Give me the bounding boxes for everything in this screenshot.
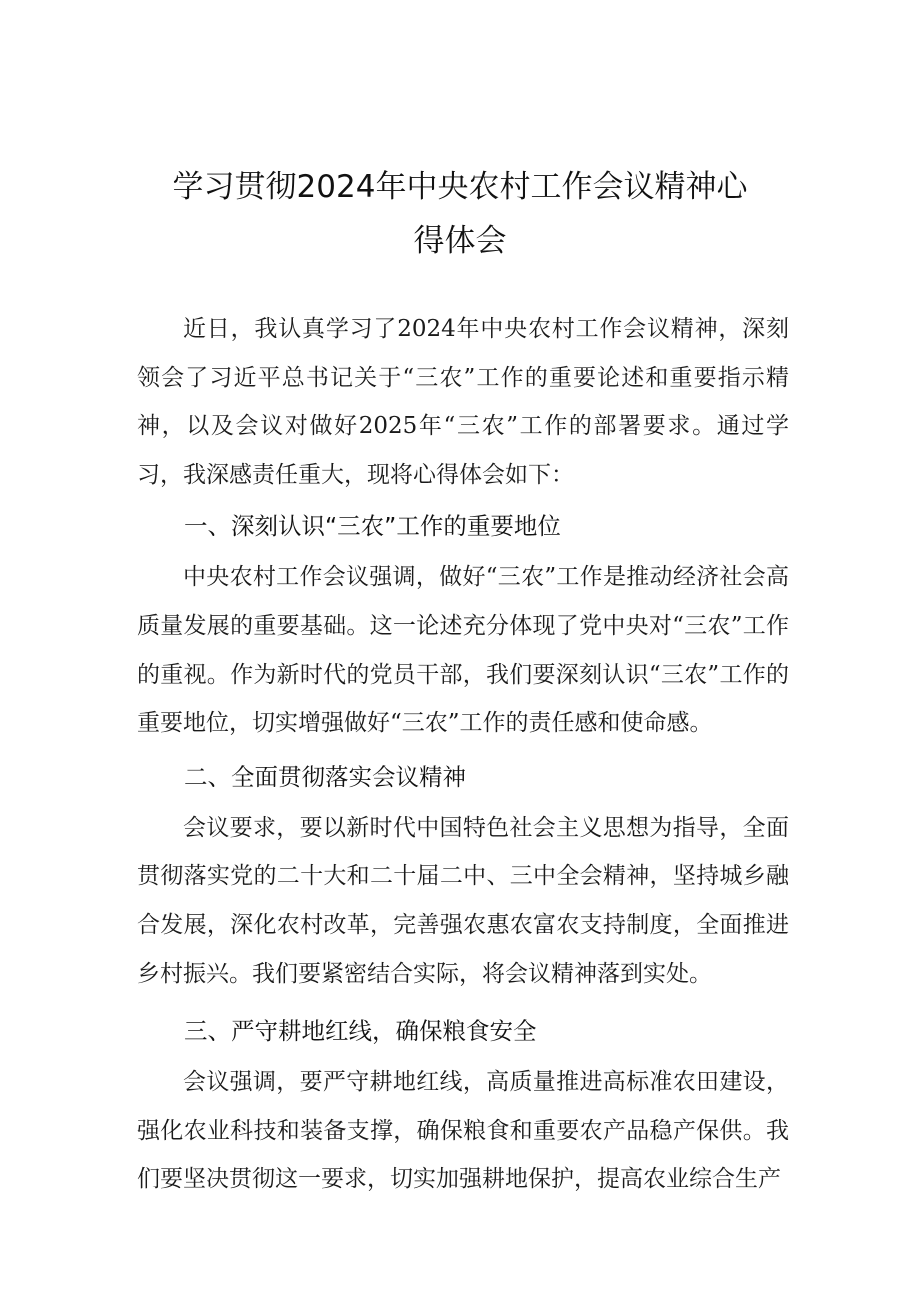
- title-line-2: 得体会: [413, 223, 507, 259]
- section-1-paragraph: 中央农村工作会议强调，做好“三农”工作是推动经济社会高质量发展的重要基础。这一论述充分体现了党中央对“三农”工作的重视。作为新时代的党员干部，我们要深刻认识“三农”工作的重要地位，切实增强做好“三农”工作的责任感和使命感。: [137, 564, 789, 737]
- section-heading-2: 二、全面贯彻落实会议精神: [184, 762, 466, 791]
- document-title: [120, 160, 800, 268]
- document-body: [137, 305, 789, 1204]
- intro-paragraph: 近日，我认真学习了2024年中央农村工作会议精神，深刻领会了习近平总书记关于“三农”工作的重要论述和重要指示精神，以及会议对做好2025年“三农”工作的部署要求。通过学习，我深感责任重大，现将心得体会如下：: [137, 316, 789, 488]
- section-heading-1: 一、深刻认识“三农”工作的重要地位: [184, 512, 561, 541]
- section-heading-3: 三、严守耕地红线，确保粮食安全: [184, 1017, 537, 1046]
- section-2-paragraph: 会议要求，要以新时代中国特色社会主义思想为指导，全面贯彻落实党的二十大和二十届二中、三中全会精神，坚持城乡融合发展，深化农村改革，完善强农惠农富农支持制度，全面推进乡村振兴。我们要紧密结合实际，将会议精神落到实处。: [137, 814, 789, 987]
- section-3-paragraph: 会议强调，要严守耕地红线，高质量推进高标准农田建设，强化农业科技和装备支撑，确保粮食和重要农产品稳产保供。我们要坚决贯彻这一要求，切实加强耕地保护，提高农业综合生产: [137, 1069, 789, 1193]
- title-line-1: 学习贯彻2024年中央农村工作会议精神心: [172, 169, 748, 205]
